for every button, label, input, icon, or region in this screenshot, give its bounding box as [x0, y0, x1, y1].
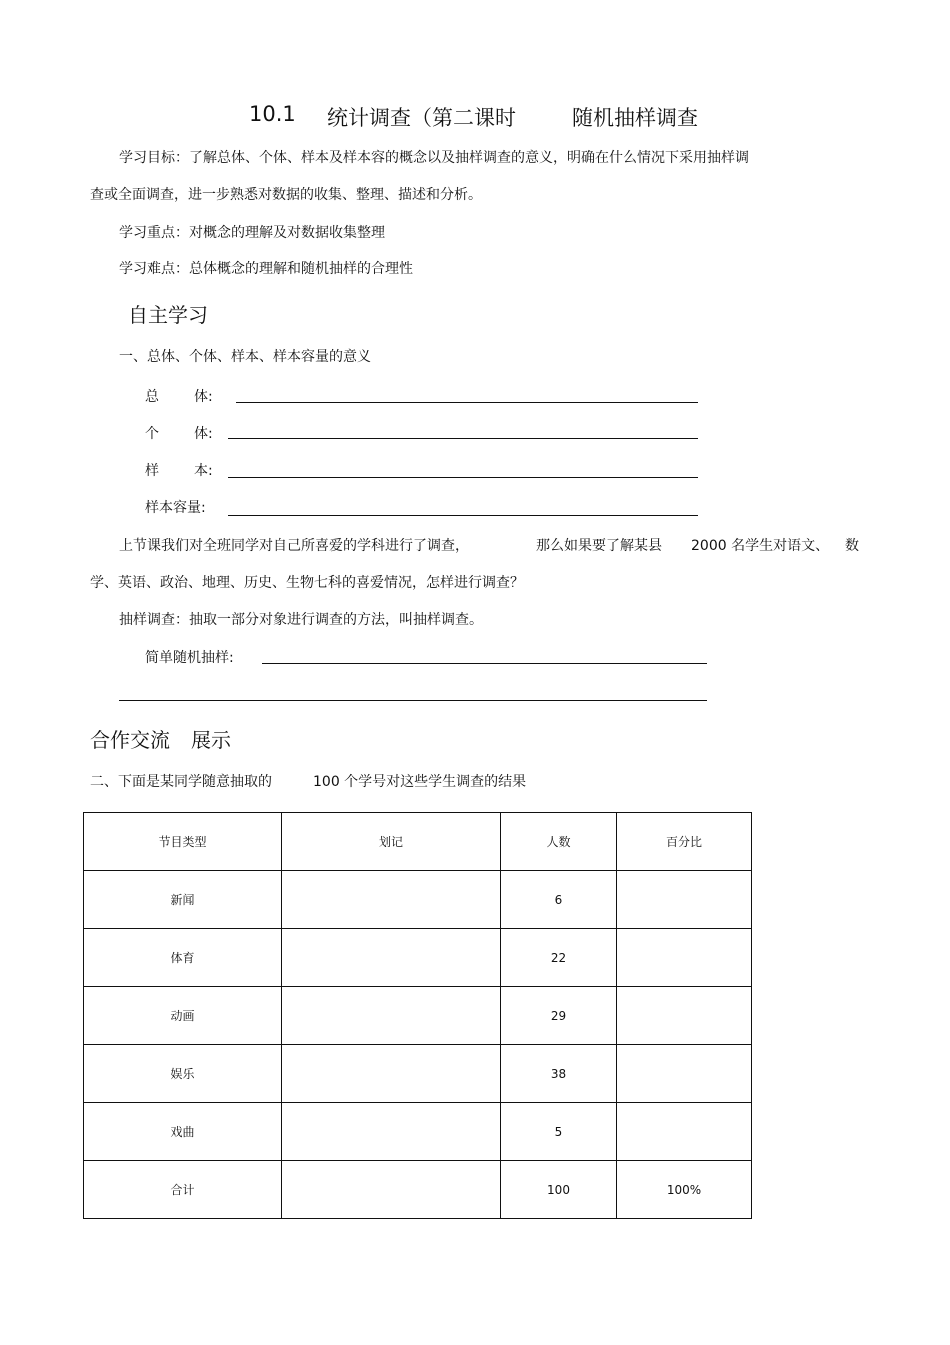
blank-line-individual: [228, 438, 698, 439]
survey-results-table: [83, 812, 752, 1219]
display-heading: 展示: [191, 728, 231, 752]
cell-type: 娱乐: [84, 1045, 282, 1103]
cell-tally: [282, 1045, 501, 1103]
sampling-definition: 抽样调查：抽取一部分对象进行调查的方法，叫抽样调查。: [119, 612, 483, 628]
field-label-total-b: 体:: [194, 389, 213, 405]
question-2-part1: 二、下面是某同学随意抽取的: [90, 774, 272, 790]
objective-line1: 学习目标：了解总体、个体、样本及样本容的概念以及抽样调查的意义，明确在什么情况下采用抽样调: [119, 150, 749, 166]
header-percent: 百分比: [617, 813, 752, 871]
paragraph-part1: 上节课我们对全班同学对自己所喜爱的学科进行了调查，: [119, 538, 469, 554]
title-number: 10.1: [249, 102, 296, 126]
objective-line2: 查或全面调查，进一步熟悉对数据的收集、整理、描述和分析。: [90, 187, 482, 203]
cell-type: 新闻: [84, 871, 282, 929]
cell-count: 38: [501, 1045, 617, 1103]
focus-text: 学习重点：对概念的理解及对数据收集整理: [119, 225, 385, 241]
cell-type: 动画: [84, 987, 282, 1045]
blank-line-total: [236, 402, 698, 403]
difficulty-text: 学习难点：总体概念的理解和随机抽样的合理性: [119, 261, 413, 277]
simple-random-label: 简单随机抽样:: [145, 650, 234, 666]
table-row: [84, 929, 752, 987]
cell-count: 6: [501, 871, 617, 929]
cell-tally: [282, 871, 501, 929]
header-program-type: 节目类型: [84, 813, 282, 871]
table-header-row: [84, 813, 752, 871]
table-row: [84, 1103, 752, 1161]
blank-line-simple-random: [262, 663, 707, 664]
cell-tally: [282, 987, 501, 1045]
title-part1: 统计调查（第二课时: [327, 106, 516, 130]
question-1: 一、总体、个体、样本、样本容量的意义: [119, 349, 371, 365]
self-study-heading: 自主学习: [128, 303, 208, 327]
cell-percent: [617, 929, 752, 987]
cell-tally: [282, 929, 501, 987]
paragraph-part3: 2000 名学生对语文、: [691, 538, 830, 554]
blank-line-sample: [228, 477, 698, 478]
header-tally: 划记: [282, 813, 501, 871]
field-label-sample-size: 样本容量:: [145, 500, 206, 516]
cell-tally: [282, 1161, 501, 1219]
paragraph-part2: 那么如果要了解某县: [536, 538, 662, 554]
field-label-individual-a: 个: [145, 426, 159, 442]
cell-count: 22: [501, 929, 617, 987]
header-count: 人数: [501, 813, 617, 871]
cell-percent: [617, 1045, 752, 1103]
table-row: [84, 871, 752, 929]
cell-count: 29: [501, 987, 617, 1045]
cell-tally: [282, 1103, 501, 1161]
table-row: [84, 1045, 752, 1103]
field-label-total-a: 总: [145, 389, 159, 405]
cell-count: 100: [501, 1161, 617, 1219]
cell-percent: [617, 987, 752, 1045]
paragraph-part4: 数: [845, 538, 859, 554]
field-label-sample-a: 样: [145, 463, 159, 479]
cell-type: 体育: [84, 929, 282, 987]
cell-type: 戏曲: [84, 1103, 282, 1161]
cell-percent: [617, 871, 752, 929]
cell-percent: 100%: [617, 1161, 752, 1219]
field-label-individual-b: 体:: [194, 426, 213, 442]
blank-line-simple-random-2: [119, 700, 707, 701]
field-label-sample-b: 本:: [194, 463, 213, 479]
question-2-part2: 100 个学号对这些学生调查的结果: [313, 774, 527, 790]
cell-percent: [617, 1103, 752, 1161]
cell-type: 合计: [84, 1161, 282, 1219]
paragraph-line2: 学、英语、政治、地理、历史、生物七科的喜爱情况，怎样进行调查？: [90, 575, 524, 591]
cooperation-heading: 合作交流: [90, 728, 170, 752]
table-row: [84, 987, 752, 1045]
title-part2: 随机抽样调查: [572, 106, 698, 130]
cell-count: 5: [501, 1103, 617, 1161]
blank-line-sample-size: [228, 515, 698, 516]
table-total-row: [84, 1161, 752, 1219]
